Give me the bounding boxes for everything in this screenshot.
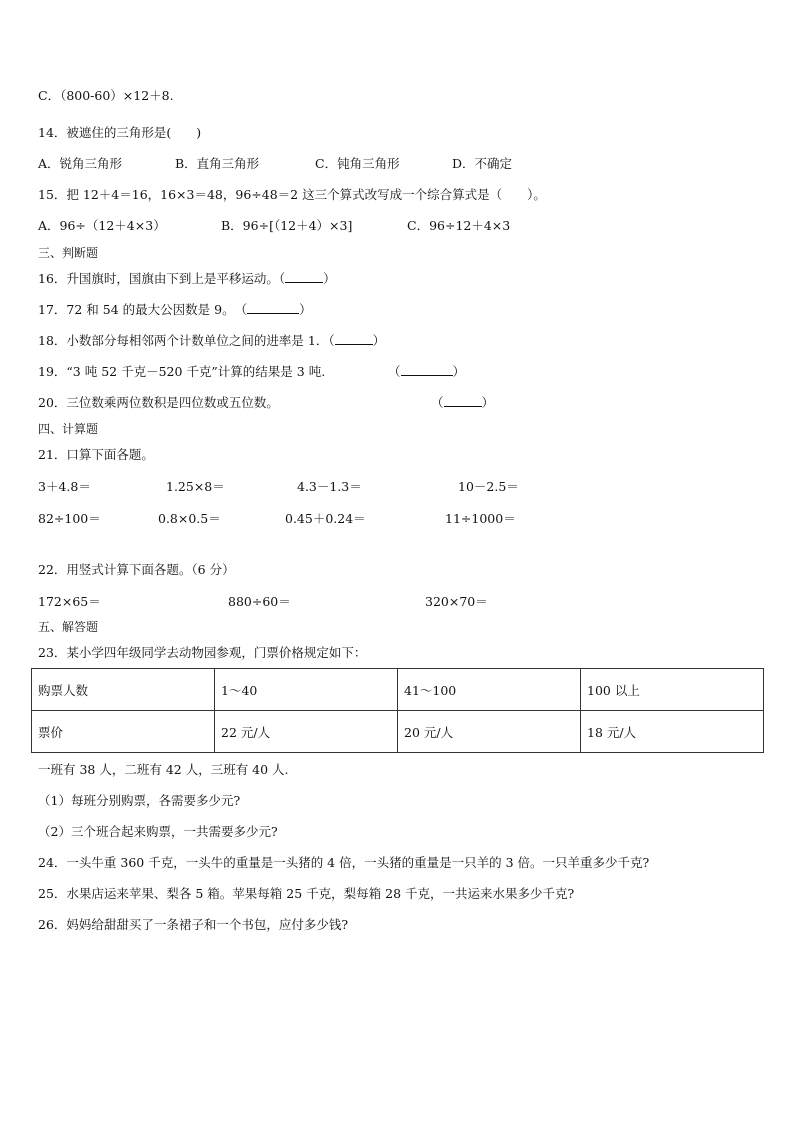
q15-option-b: B．96÷[（12＋4）×3] [221, 218, 353, 233]
ticket-price-table [31, 668, 764, 753]
q22-item: 880÷60＝ [228, 594, 291, 609]
q21-item: 82÷100＝ [38, 511, 101, 526]
table-cell: 票价 [32, 711, 215, 753]
q14-option-d: D．不确定 [452, 156, 513, 171]
q14-option-b: B．直角三角形 [175, 156, 260, 171]
q22-item: 172×65＝ [38, 594, 101, 609]
q22-item: 320×70＝ [425, 594, 488, 609]
q16-statement: 16．升国旗时，国旗由下到上是平移运动。（ ） [38, 271, 336, 286]
q23-sub2: （2）三个班合起来购票，一共需要多少元? [38, 824, 278, 839]
q19-answer-blank[interactable] [401, 364, 453, 376]
q21-item: 11÷1000＝ [445, 511, 516, 526]
q21-item: 3＋4.8＝ [38, 479, 91, 494]
q21-item: 1.25×8＝ [166, 479, 225, 494]
q14-stem: 14．被遮住的三角形是( ) [38, 125, 202, 140]
q21-item: 0.45＋0.24＝ [285, 511, 366, 526]
q14-option-c: C．钝角三角形 [315, 156, 400, 171]
table-cell: 18 元/人 [581, 711, 764, 753]
q26-stem: 26．妈妈给甜甜买了一条裙子和一个书包，应付多少钱? [38, 917, 349, 932]
table-cell: 41～100 [398, 669, 581, 711]
q20-answer: （ ） [431, 395, 495, 410]
q19-statement: 19．“3 吨 52 千克－520 千克”计算的结果是 3 吨. [38, 364, 326, 379]
q25-stem: 25．水果店运来苹果、梨各 5 箱。苹果每箱 25 千克，梨每箱 28 千克，一共运来水果多少千克? [38, 886, 575, 901]
q15-stem: 15．把 12＋4＝16，16×3＝48，96÷48＝2 这三个算式改写成一个综合算式是（ ）。 [38, 187, 546, 202]
q23-stem: 23．某小学四年级同学去动物园参观，门票价格规定如下： [38, 645, 367, 660]
table-cell: 购票人数 [32, 669, 215, 711]
q14-option-a: A．锐角三角形 [38, 156, 123, 171]
q23-sub1: （1）每班分别购票，各需要多少元? [38, 793, 241, 808]
q23-info: 一班有 38 人，二班有 42 人，三班有 40 人. [38, 762, 289, 777]
q21-item: 10－2.5＝ [458, 479, 519, 494]
q18-statement: 18．小数部分每相邻两个计数单位之间的进率是 1．（ ） [38, 333, 386, 348]
q18-answer-blank[interactable] [335, 333, 373, 345]
section-calc-heading: 四、计算题 [38, 422, 99, 436]
q13-option-c: C．（800-60）×12＋8. [38, 88, 174, 103]
table-row [32, 669, 764, 711]
section-judge-heading: 三、判断题 [38, 246, 99, 260]
q22-stem: 22．用竖式计算下面各题。（6 分） [38, 562, 235, 577]
table-row [32, 711, 764, 753]
table-cell: 20 元/人 [398, 711, 581, 753]
q17-answer-blank[interactable] [247, 302, 299, 314]
q20-answer-blank[interactable] [444, 395, 482, 407]
q21-item: 0.8×0.5＝ [158, 511, 221, 526]
section-solve-heading: 五、解答题 [38, 620, 99, 634]
table-cell: 100 以上 [581, 669, 764, 711]
q20-statement: 20．三位数乘两位数积是四位数或五位数。 [38, 395, 279, 410]
q16-answer-blank[interactable] [285, 271, 323, 283]
q21-stem: 21．口算下面各题。 [38, 447, 154, 462]
q15-option-c: C．96÷12＋4×3 [407, 218, 511, 233]
table-cell: 1～40 [215, 669, 398, 711]
q19-answer: （ ） [388, 364, 466, 379]
q24-stem: 24．一头牛重 360 千克，一头牛的重量是一头猪的 4 倍，一头猪的重量是一只羊的 3 倍。一只羊重多少千克? [38, 855, 650, 870]
table-cell: 22 元/人 [215, 711, 398, 753]
q21-item: 4.3－1.3＝ [297, 479, 362, 494]
q17-statement: 17．72 和 54 的最大公因数是 9。 （ ） [38, 302, 312, 317]
q15-option-a: A．96÷（12＋4×3） [38, 218, 166, 233]
